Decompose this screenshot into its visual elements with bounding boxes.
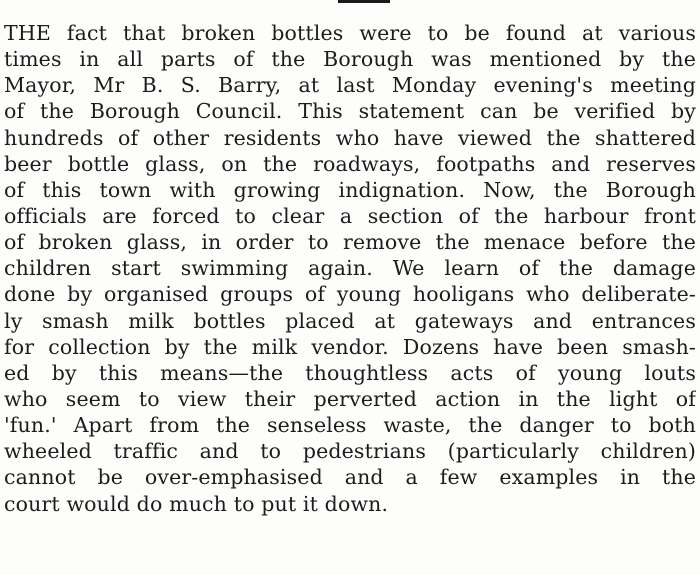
article-line: of the Borough Council. This statement can be verified by bbox=[4, 99, 696, 124]
article-line: ed by this means—the thoughtless acts of young louts bbox=[4, 360, 696, 385]
article-line: of this town with growing indignation. Now, the Borough bbox=[4, 177, 696, 202]
top-divider-rule bbox=[338, 0, 390, 3]
article-line: done by organised groups of young hooligans who deliberate- bbox=[4, 282, 696, 307]
article-line: wheeled traffic and to pedestrians (particularly children) bbox=[4, 439, 696, 464]
article-line: ly smash milk bottles placed at gateways and entrances bbox=[4, 308, 696, 333]
article-line: officials are forced to clear a section of the harbour front bbox=[4, 203, 696, 228]
article-line: 'fun.' Apart from the senseless waste, the danger to both bbox=[4, 413, 696, 438]
article-line: cannot be over-emphasised and a few examples in the bbox=[4, 465, 696, 490]
article-line: of broken glass, in order to remove the menace before the bbox=[4, 230, 696, 255]
article-line: court would do much to put it down. bbox=[4, 491, 389, 516]
article-line: hundreds of other residents who have viewed the shattered bbox=[4, 125, 696, 150]
article-line: times in all parts of the Borough was mentioned by the bbox=[4, 47, 696, 72]
article-line: who seem to view their perverted action in the light of bbox=[4, 386, 696, 411]
article-line: for collection by the milk vendor. Dozens have been smash- bbox=[4, 334, 696, 359]
article-line: beer bottle glass, on the roadways, footpaths and reserves bbox=[4, 151, 696, 176]
article-body bbox=[4, 20, 696, 517]
article-line: Mayor, Mr B. S. Barry, at last Monday evening's meeting bbox=[4, 73, 696, 98]
article-line: THE fact that broken bottles were to be found at various bbox=[4, 21, 696, 45]
article-line: children start swimming again. We learn of the damage bbox=[4, 256, 696, 281]
